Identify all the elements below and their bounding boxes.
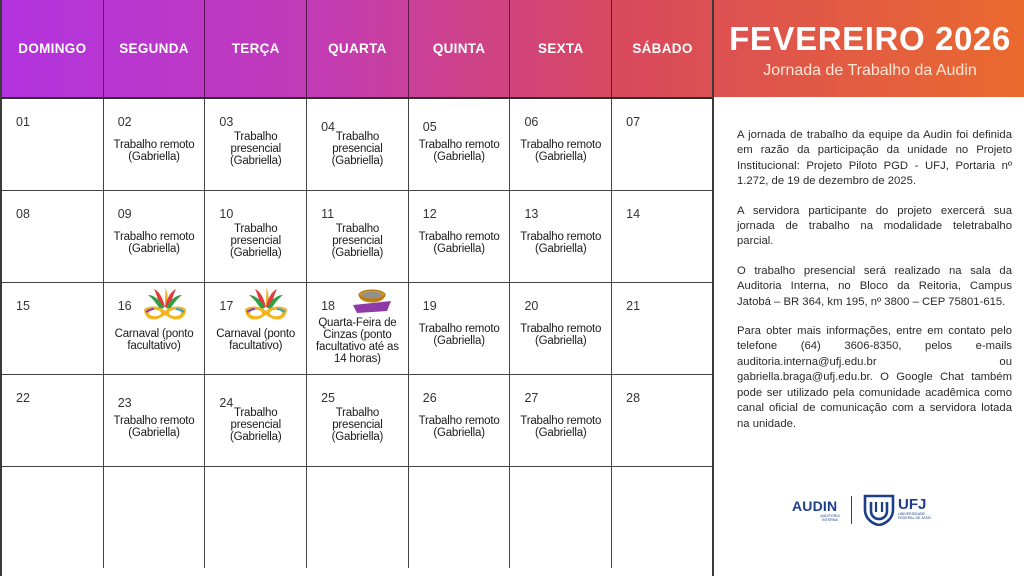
ufj-shield-icon bbox=[863, 494, 895, 526]
day-cell bbox=[612, 375, 714, 466]
day-number: 15 bbox=[16, 299, 30, 313]
institution-logos bbox=[792, 492, 952, 528]
day-cell bbox=[409, 375, 511, 466]
day-cell bbox=[307, 191, 409, 282]
day-number: 09 bbox=[117, 207, 132, 221]
ufj-logo-subtitle: UNIVERSIDADE FEDERAL DE JATAÍ bbox=[898, 512, 931, 520]
day-cell bbox=[510, 375, 612, 466]
day-event: Trabalho remoto (Gabriella) bbox=[520, 231, 602, 255]
day-number: 05 bbox=[422, 120, 437, 134]
day-event: Trabalho presencial (Gabriella) bbox=[229, 407, 282, 443]
info-paragraph: O trabalho presencial será realizado na sala da Auditoria Interna, no Bloco da Reitoria, Campus Jatobá – BR 364, km 195, nº 3800 – CEP 75801-615. bbox=[737, 264, 1012, 308]
day-cell bbox=[104, 191, 206, 282]
day-number: 02 bbox=[117, 115, 132, 129]
day-number: 26 bbox=[422, 391, 437, 405]
day-cell-empty bbox=[510, 467, 612, 568]
carnival-mask-icon bbox=[140, 287, 190, 325]
day-number: 28 bbox=[626, 391, 641, 405]
day-cell bbox=[104, 375, 206, 466]
day-number: 08 bbox=[16, 207, 30, 221]
day-number: 21 bbox=[626, 299, 641, 313]
day-cell bbox=[205, 191, 307, 282]
day-number: 20 bbox=[524, 299, 539, 313]
day-event: Trabalho remoto (Gabriella) bbox=[418, 231, 500, 255]
day-cell bbox=[409, 99, 511, 190]
weekday-tuesday: TERÇA bbox=[205, 0, 307, 97]
day-cell bbox=[612, 99, 714, 190]
day-event: Trabalho remoto (Gabriella) bbox=[113, 231, 195, 255]
day-cell-empty bbox=[409, 467, 511, 568]
audin-logo-subtitle: AUDITORIA INTERNA bbox=[820, 514, 840, 522]
day-number: 27 bbox=[524, 391, 539, 405]
audin-logo: AUDIN bbox=[792, 498, 838, 514]
calendar-week bbox=[2, 99, 714, 191]
day-cell bbox=[612, 283, 714, 374]
day-cell bbox=[409, 283, 511, 374]
day-number: 23 bbox=[117, 396, 132, 410]
day-number: 06 bbox=[524, 115, 539, 129]
day-event: Trabalho remoto (Gabriella) bbox=[520, 415, 602, 439]
day-event: Carnaval (ponto facultativo) bbox=[216, 328, 296, 352]
carnival-mask-icon bbox=[241, 287, 291, 325]
weekday-wednesday: QUARTA bbox=[307, 0, 409, 97]
day-event: Trabalho presencial (Gabriella) bbox=[331, 131, 384, 167]
day-event: Trabalho presencial (Gabriella) bbox=[229, 131, 282, 167]
day-cell bbox=[2, 99, 104, 190]
day-number: 17 bbox=[219, 299, 234, 313]
day-event: Trabalho remoto (Gabriella) bbox=[520, 323, 602, 347]
day-event: Trabalho remoto (Gabriella) bbox=[418, 323, 500, 347]
day-event: Trabalho remoto (Gabriella) bbox=[113, 415, 195, 439]
day-cell bbox=[2, 375, 104, 466]
day-event: Carnaval (ponto facultativo) bbox=[114, 328, 194, 352]
day-number: 22 bbox=[16, 391, 30, 405]
page-subtitle: Jornada de Trabalho da Audin bbox=[763, 62, 977, 79]
info-paragraph: Para obter mais informações, entre em contato pelo telefone (64) 3606-8350, pelos e-mails auditoria.interna@ufj.edu.br ou gabriella.braga@ufj.edu.br. O Google Chat também pode ser utilizado pela comunidade acadêmica como canal oficial de comunicação com a servidora lotada na unidade. bbox=[737, 325, 1012, 430]
info-panel bbox=[712, 0, 1024, 576]
day-number: 11 bbox=[321, 207, 335, 221]
day-cell bbox=[612, 191, 714, 282]
day-number: 12 bbox=[422, 207, 437, 221]
info-paragraph: A servidora participante do projeto exercerá sua jornada de trabalho na modalidade teletrabalho parcial. bbox=[737, 204, 1012, 248]
day-number: 04 bbox=[321, 120, 335, 134]
day-cell-empty bbox=[104, 467, 206, 568]
calendar-week bbox=[2, 283, 714, 375]
ash-bowl-icon bbox=[351, 287, 393, 315]
day-number: 24 bbox=[219, 396, 234, 410]
day-event: Trabalho remoto (Gabriella) bbox=[113, 139, 195, 163]
calendar-week-empty bbox=[2, 467, 714, 568]
day-cell bbox=[510, 99, 612, 190]
calendar-grid bbox=[2, 97, 714, 576]
weekday-sunday: DOMINGO bbox=[2, 0, 104, 97]
day-event: Trabalho remoto (Gabriella) bbox=[418, 139, 500, 163]
day-number: 01 bbox=[16, 115, 30, 129]
weekday-monday: SEGUNDA bbox=[104, 0, 206, 97]
day-cell bbox=[307, 375, 409, 466]
weekday-saturday: SÁBADO bbox=[612, 0, 714, 97]
info-paragraph: A jornada de trabalho da equipe da Audin foi definida em razão da participação da unidade no Projeto Institucional: Projeto Piloto PGD - UFJ, Portaria nº 1.272, de 19 de dezembro de 2025. bbox=[737, 129, 1012, 188]
day-event: Trabalho remoto (Gabriella) bbox=[520, 139, 602, 163]
ufj-logo: UFJ bbox=[898, 496, 927, 513]
day-cell-empty bbox=[2, 467, 104, 568]
page-title: FEVEREIRO 2026 bbox=[729, 20, 1011, 57]
info-text bbox=[737, 128, 1012, 444]
day-number: 10 bbox=[219, 207, 234, 221]
weekday-thursday: QUINTA bbox=[409, 0, 511, 97]
day-cell-empty bbox=[612, 467, 714, 568]
day-number: 07 bbox=[626, 115, 641, 129]
day-cell bbox=[205, 375, 307, 466]
day-cell bbox=[510, 191, 612, 282]
day-cell bbox=[104, 283, 206, 374]
day-cell bbox=[2, 191, 104, 282]
day-number: 03 bbox=[219, 115, 234, 129]
day-event: Trabalho remoto (Gabriella) bbox=[418, 415, 500, 439]
day-event: Trabalho presencial (Gabriella) bbox=[331, 223, 384, 259]
day-number: 19 bbox=[422, 299, 437, 313]
day-cell bbox=[307, 283, 409, 374]
day-cell bbox=[307, 99, 409, 190]
day-cell bbox=[205, 283, 307, 374]
day-event: Quarta-Feira de Cinzas (ponto facultativo até as 14 horas) bbox=[316, 317, 399, 365]
calendar-week bbox=[2, 191, 714, 283]
day-number: 16 bbox=[117, 299, 132, 313]
day-number: 18 bbox=[321, 299, 335, 313]
day-cell bbox=[409, 191, 511, 282]
logo-divider bbox=[851, 496, 852, 524]
day-number: 14 bbox=[626, 207, 641, 221]
day-cell-empty bbox=[307, 467, 409, 568]
day-cell bbox=[2, 283, 104, 374]
day-cell bbox=[510, 283, 612, 374]
day-event: Trabalho presencial (Gabriella) bbox=[229, 223, 282, 259]
day-number: 13 bbox=[524, 207, 539, 221]
weekday-friday: SEXTA bbox=[510, 0, 612, 97]
day-cell bbox=[205, 99, 307, 190]
weekday-header-row bbox=[2, 0, 714, 97]
day-cell-empty bbox=[205, 467, 307, 568]
day-event: Trabalho presencial (Gabriella) bbox=[331, 407, 384, 443]
calendar-week bbox=[2, 375, 714, 467]
day-number: 25 bbox=[321, 391, 335, 405]
day-cell bbox=[104, 99, 206, 190]
